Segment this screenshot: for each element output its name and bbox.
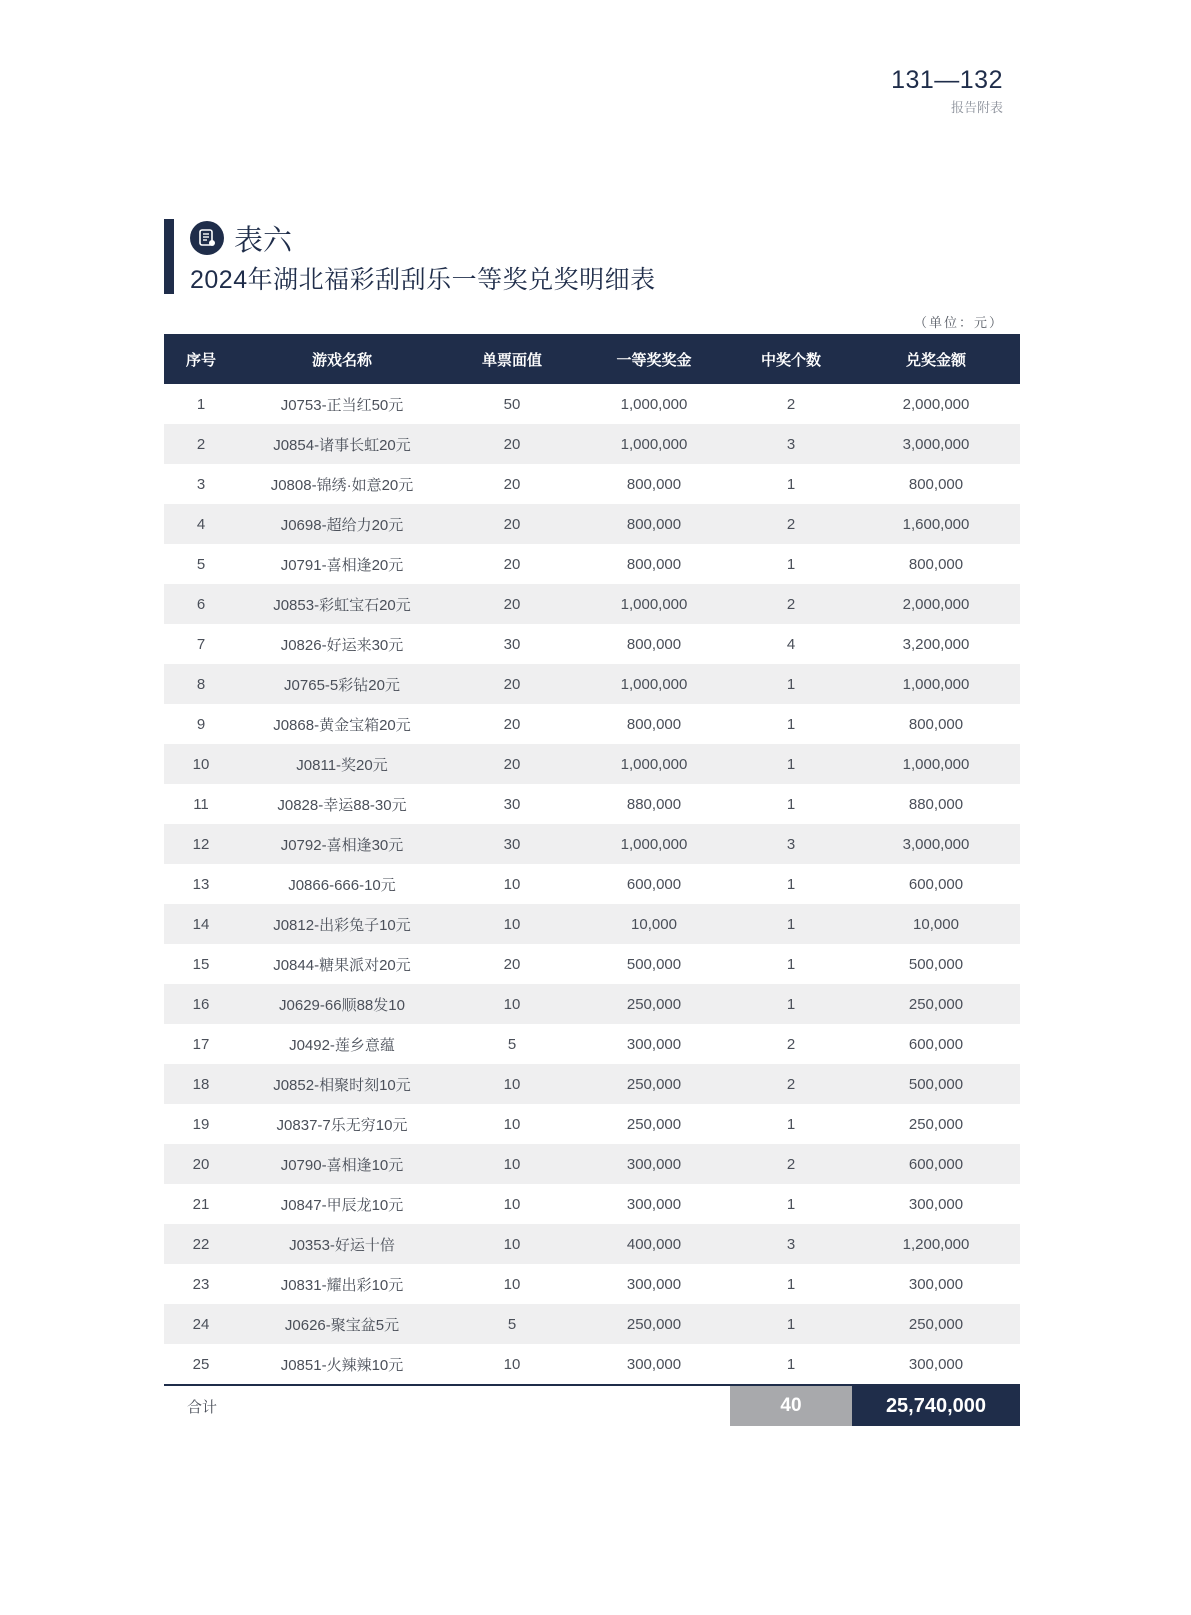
cell-game-name: J0826-好运来30元 xyxy=(280,636,404,654)
table-row xyxy=(164,664,1020,704)
cell-index: 17 xyxy=(192,1035,210,1053)
cell-payout-amount: 1,000,000 xyxy=(852,744,1020,784)
table-row xyxy=(164,384,1020,424)
column-header-first-prize: 一等奖奖金 xyxy=(578,334,730,384)
cell-game-name: J0753-正当红50元 xyxy=(280,396,404,414)
cell-first-prize: 250,000 xyxy=(578,1064,730,1104)
cell-index: 18 xyxy=(164,1064,238,1104)
table-row xyxy=(164,1104,1020,1144)
cell-game-name: J0629-66顺88发10 xyxy=(238,984,446,1024)
cell-first-prize: 1,000,000 xyxy=(578,584,730,624)
total-row xyxy=(164,1385,1020,1426)
cell-ticket-price: 30 xyxy=(503,795,521,813)
unit-note: （单位：元） xyxy=(913,316,1004,331)
cell-winner-count: 2 xyxy=(730,1144,852,1184)
cell-ticket-price: 10 xyxy=(503,875,521,893)
cell-first-prize: 1,000,000 xyxy=(578,424,730,464)
cell-winner-count: 1 xyxy=(786,1195,796,1213)
cell-game-name: J0790-喜相逢10元 xyxy=(238,1144,446,1184)
table-row xyxy=(164,1064,1020,1104)
cell-game-name: J0808-锦绣·如意20元 xyxy=(270,476,414,494)
cell-winner-count: 1 xyxy=(786,955,796,973)
table-body xyxy=(164,384,1020,1385)
cell-first-prize: 300,000 xyxy=(626,1355,682,1373)
cell-first-prize: 880,000 xyxy=(626,795,682,813)
cell-first-prize: 800,000 xyxy=(626,475,682,493)
column-header-index: 序号 xyxy=(164,334,238,384)
cell-winner-count: 2 xyxy=(730,584,852,624)
cell-payout-amount: 3,200,000 xyxy=(902,635,970,653)
cell-ticket-price: 10 xyxy=(446,904,578,944)
cell-payout-amount: 600,000 xyxy=(852,1144,1020,1184)
table-row xyxy=(164,464,1020,504)
cell-game-name: J0765-5彩钻20元 xyxy=(238,664,446,704)
cell-payout-amount: 1,600,000 xyxy=(852,504,1020,544)
cell-ticket-price: 20 xyxy=(446,744,578,784)
cell-first-prize: 800,000 xyxy=(626,715,682,733)
column-header-ticket-price: 单票面值 xyxy=(446,334,578,384)
cell-index: 12 xyxy=(164,824,238,864)
cell-ticket-price: 10 xyxy=(446,1064,578,1104)
cell-first-prize: 600,000 xyxy=(626,875,682,893)
section-label: 报告附表 xyxy=(950,100,1003,115)
cell-winner-count: 1 xyxy=(786,555,796,573)
table-row xyxy=(164,704,1020,744)
cell-index: 19 xyxy=(192,1115,210,1133)
table-row xyxy=(164,1184,1020,1224)
cell-winner-count: 1 xyxy=(786,1115,796,1133)
cell-ticket-price: 20 xyxy=(503,555,521,573)
cell-winner-count: 1 xyxy=(730,744,852,784)
cell-index: 23 xyxy=(192,1275,210,1293)
cell-payout-amount: 600,000 xyxy=(908,875,964,893)
table-row xyxy=(164,544,1020,584)
cell-game-name: J0844-糖果派对20元 xyxy=(273,956,411,974)
cell-index: 14 xyxy=(164,904,238,944)
page-number: 131—132 xyxy=(891,66,1003,94)
cell-payout-amount: 1,000,000 xyxy=(852,664,1020,704)
cell-first-prize: 1,000,000 xyxy=(620,395,688,413)
cell-ticket-price: 20 xyxy=(446,584,578,624)
cell-ticket-price: 20 xyxy=(503,475,521,493)
document-list-icon xyxy=(190,221,224,255)
cell-game-name: J0698-超给力20元 xyxy=(238,504,446,544)
cell-payout-amount: 300,000 xyxy=(908,1195,964,1213)
cell-winner-count: 1 xyxy=(730,984,852,1024)
cell-payout-amount: 10,000 xyxy=(852,904,1020,944)
cell-first-prize: 300,000 xyxy=(626,1035,682,1053)
cell-winner-count: 1 xyxy=(730,664,852,704)
cell-index: 24 xyxy=(164,1304,238,1344)
total-winner-count: 40 xyxy=(730,1385,852,1426)
cell-first-prize: 800,000 xyxy=(578,504,730,544)
cell-index: 13 xyxy=(192,875,210,893)
cell-payout-amount: 250,000 xyxy=(852,1304,1020,1344)
cell-ticket-price: 5 xyxy=(446,1304,578,1344)
cell-payout-amount: 800,000 xyxy=(908,475,964,493)
cell-index: 21 xyxy=(192,1195,210,1213)
table-label: 表六 xyxy=(234,224,293,257)
cell-payout-amount: 800,000 xyxy=(908,715,964,733)
total-empty-cell xyxy=(578,1385,730,1426)
cell-payout-amount: 2,000,000 xyxy=(902,395,970,413)
cell-first-prize: 500,000 xyxy=(626,955,682,973)
cell-index: 20 xyxy=(164,1144,238,1184)
cell-payout-amount: 880,000 xyxy=(908,795,964,813)
table-row xyxy=(164,824,1020,864)
cell-ticket-price: 50 xyxy=(503,395,521,413)
cell-index: 2 xyxy=(164,424,238,464)
table-row xyxy=(164,424,1020,464)
cell-first-prize: 250,000 xyxy=(626,1115,682,1133)
column-header-payout-amount: 兑奖金额 xyxy=(852,334,1020,384)
cell-ticket-price: 10 xyxy=(503,1115,521,1133)
cell-game-name: J0852-相聚时刻10元 xyxy=(238,1064,446,1104)
cell-payout-amount: 1,200,000 xyxy=(852,1224,1020,1264)
table-row xyxy=(164,944,1020,984)
cell-first-prize: 800,000 xyxy=(626,635,682,653)
cell-index: 25 xyxy=(192,1355,210,1373)
cell-game-name: J0853-彩虹宝石20元 xyxy=(238,584,446,624)
cell-index: 9 xyxy=(196,715,206,733)
cell-payout-amount: 800,000 xyxy=(908,555,964,573)
table-row xyxy=(164,744,1020,784)
table-row xyxy=(164,1024,1020,1064)
cell-ticket-price: 20 xyxy=(503,955,521,973)
cell-ticket-price: 30 xyxy=(503,635,521,653)
cell-ticket-price: 20 xyxy=(503,715,521,733)
cell-first-prize: 250,000 xyxy=(578,984,730,1024)
cell-index: 10 xyxy=(164,744,238,784)
cell-index: 16 xyxy=(164,984,238,1024)
cell-first-prize: 1,000,000 xyxy=(578,824,730,864)
cell-payout-amount: 3,000,000 xyxy=(852,824,1020,864)
cell-game-name: J0792-喜相逢30元 xyxy=(238,824,446,864)
cell-first-prize: 300,000 xyxy=(626,1275,682,1293)
cell-first-prize: 1,000,000 xyxy=(578,744,730,784)
cell-winner-count: 2 xyxy=(730,504,852,544)
cell-winner-count: 1 xyxy=(786,475,796,493)
cell-payout-amount: 300,000 xyxy=(908,1275,964,1293)
cell-winner-count: 1 xyxy=(730,1304,852,1344)
total-payout-amount: 25,740,000 xyxy=(852,1385,1020,1426)
cell-payout-amount: 250,000 xyxy=(852,984,1020,1024)
title-row xyxy=(190,220,790,256)
table-header-row xyxy=(164,334,1020,384)
table-row xyxy=(164,1304,1020,1344)
table-row xyxy=(164,1344,1020,1385)
cell-winner-count: 3 xyxy=(730,824,852,864)
cell-game-name: J0866-666-10元 xyxy=(288,876,396,894)
table-row xyxy=(164,504,1020,544)
cell-game-name: J0868-黄金宝箱20元 xyxy=(273,716,411,734)
cell-ticket-price: 10 xyxy=(503,1195,521,1213)
cell-ticket-price: 20 xyxy=(446,424,578,464)
cell-ticket-price: 10 xyxy=(503,1355,521,1373)
cell-game-name: J0831-耀出彩10元 xyxy=(280,1276,404,1294)
cell-first-prize: 400,000 xyxy=(578,1224,730,1264)
cell-game-name: J0492-莲乡意蕴 xyxy=(289,1036,395,1054)
cell-payout-amount: 250,000 xyxy=(908,1115,964,1133)
cell-first-prize: 1,000,000 xyxy=(578,664,730,704)
cell-first-prize: 300,000 xyxy=(626,1195,682,1213)
cell-ticket-price: 10 xyxy=(446,1224,578,1264)
cell-winner-count: 2 xyxy=(730,1064,852,1104)
cell-ticket-price: 10 xyxy=(503,1275,521,1293)
cell-winner-count: 4 xyxy=(786,635,796,653)
cell-ticket-price: 5 xyxy=(507,1035,517,1053)
cell-index: 3 xyxy=(196,475,206,493)
cell-game-name: J0828-幸运88-30元 xyxy=(277,796,407,814)
table-row xyxy=(164,624,1020,664)
table-row xyxy=(164,1224,1020,1264)
cell-winner-count: 1 xyxy=(730,904,852,944)
cell-ticket-price: 10 xyxy=(446,984,578,1024)
total-empty-cell xyxy=(446,1385,578,1426)
cell-game-name: J0811-奖20元 xyxy=(238,744,446,784)
cell-index: 22 xyxy=(164,1224,238,1264)
table-title: 2024年湖北福彩刮刮乐一等奖兑奖明细表 xyxy=(190,266,656,294)
total-label: 合计 xyxy=(164,1385,238,1426)
cell-winner-count: 1 xyxy=(786,1275,796,1293)
cell-index: 11 xyxy=(193,795,209,813)
cell-game-name: J0626-聚宝盆5元 xyxy=(238,1304,446,1344)
cell-game-name: J0851-火辣辣10元 xyxy=(280,1356,404,1374)
table-row xyxy=(164,984,1020,1024)
cell-index: 1 xyxy=(196,395,206,413)
cell-winner-count: 1 xyxy=(786,875,796,893)
cell-game-name: J0812-出彩兔子10元 xyxy=(238,904,446,944)
cell-index: 6 xyxy=(164,584,238,624)
cell-first-prize: 10,000 xyxy=(578,904,730,944)
cell-index: 5 xyxy=(196,555,206,573)
cell-game-name: J0847-甲辰龙10元 xyxy=(280,1196,404,1214)
cell-first-prize: 250,000 xyxy=(578,1304,730,1344)
cell-winner-count: 2 xyxy=(786,1035,796,1053)
cell-payout-amount: 300,000 xyxy=(908,1355,964,1373)
cell-winner-count: 1 xyxy=(786,795,796,813)
cell-winner-count: 3 xyxy=(730,424,852,464)
table-row xyxy=(164,864,1020,904)
cell-ticket-price: 10 xyxy=(446,1144,578,1184)
cell-game-name: J0837-7乐无穷10元 xyxy=(276,1116,408,1134)
cell-ticket-price: 30 xyxy=(446,824,578,864)
cell-payout-amount: 500,000 xyxy=(908,955,964,973)
cell-index: 7 xyxy=(196,635,206,653)
cell-payout-amount: 600,000 xyxy=(908,1035,964,1053)
cell-ticket-price: 20 xyxy=(446,664,578,704)
prize-detail-table xyxy=(164,334,1020,1426)
cell-index: 8 xyxy=(164,664,238,704)
table-row xyxy=(164,584,1020,624)
cell-first-prize: 800,000 xyxy=(626,555,682,573)
cell-index: 4 xyxy=(164,504,238,544)
table-row xyxy=(164,1144,1020,1184)
cell-winner-count: 3 xyxy=(730,1224,852,1264)
cell-game-name: J0353-好运十倍 xyxy=(238,1224,446,1264)
cell-ticket-price: 20 xyxy=(446,504,578,544)
cell-index: 15 xyxy=(192,955,210,973)
cell-winner-count: 1 xyxy=(786,715,796,733)
column-header-game-name: 游戏名称 xyxy=(238,334,446,384)
cell-first-prize: 300,000 xyxy=(578,1144,730,1184)
table-title-block xyxy=(164,219,790,294)
cell-payout-amount: 2,000,000 xyxy=(852,584,1020,624)
table-row xyxy=(164,784,1020,824)
cell-game-name: J0854-诸事长虹20元 xyxy=(238,424,446,464)
table-row xyxy=(164,904,1020,944)
total-empty-cell xyxy=(238,1385,446,1426)
cell-winner-count: 2 xyxy=(786,395,796,413)
cell-winner-count: 1 xyxy=(786,1355,796,1373)
table-row xyxy=(164,1264,1020,1304)
cell-payout-amount: 3,000,000 xyxy=(852,424,1020,464)
cell-payout-amount: 500,000 xyxy=(852,1064,1020,1104)
column-header-winner-count: 中奖个数 xyxy=(730,334,852,384)
cell-game-name: J0791-喜相逢20元 xyxy=(280,556,404,574)
